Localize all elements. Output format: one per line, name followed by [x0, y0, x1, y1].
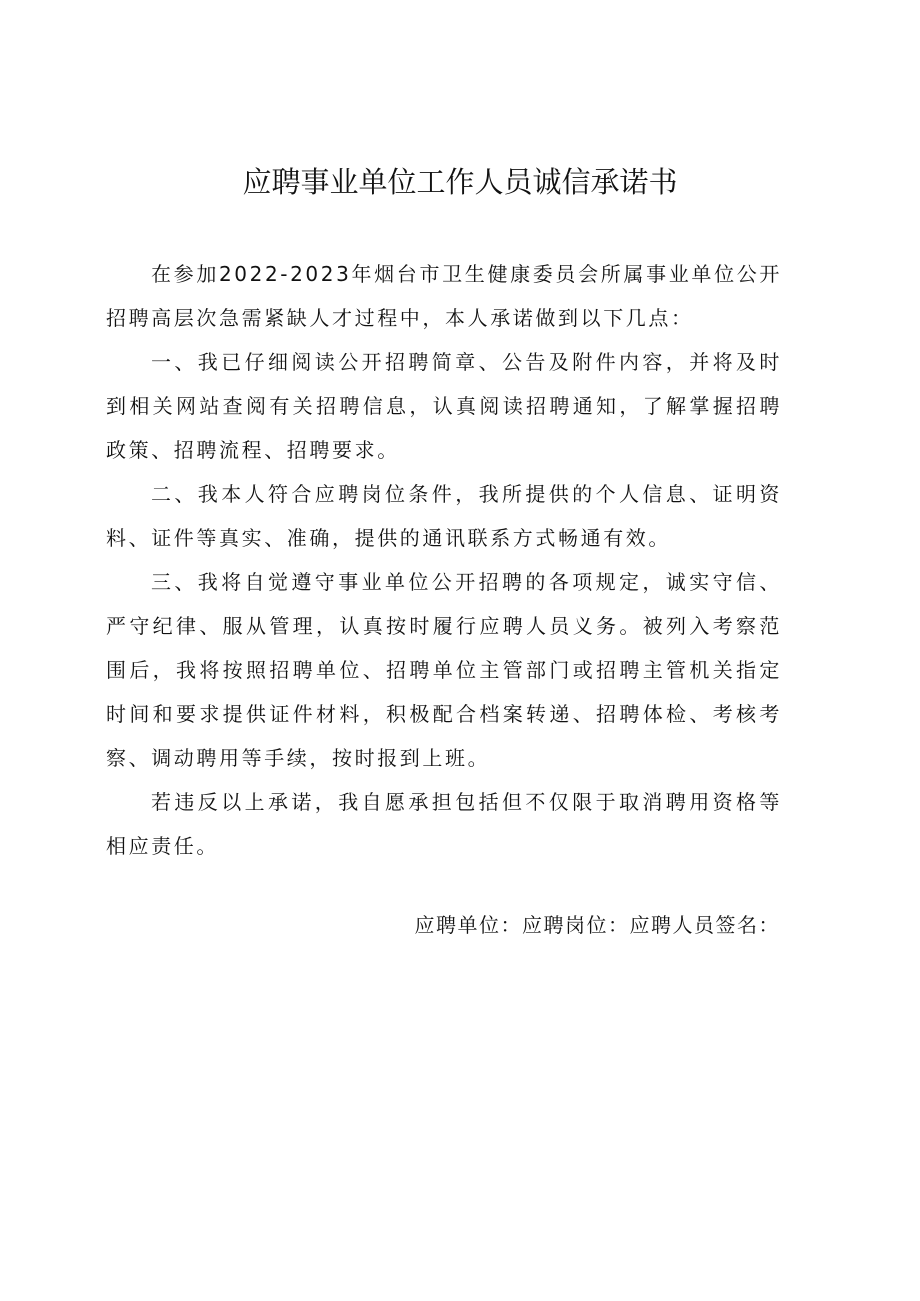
document-title: 应聘事业单位工作人员诚信承诺书 [242, 165, 678, 199]
paragraph-closing: 若违反以上承诺，我自愿承担包括但不仅限于取消聘用资格等相应责任。 [106, 790, 782, 858]
paragraph-item-1: 一、我已仔细阅读公开招聘简章、公告及附件内容，并将及时到相关网站查阅有关招聘信息，认真阅读招聘通知，了解掌握招聘政策、招聘流程、招聘要求。 [106, 350, 782, 462]
document-body [106, 252, 782, 868]
signature-line: 应聘单位：应聘岗位：应聘人员签名： [414, 913, 780, 937]
paragraph-intro: 在参加2022-2023年烟台市卫生健康委员会所属事业单位公开招聘高层次急需紧缺人才过程中，本人承诺做到以下几点： [106, 262, 782, 330]
paragraph-item-2: 二、我本人符合应聘岗位条件，我所提供的个人信息、证明资料、证件等真实、准确，提供的通讯联系方式畅通有效。 [106, 482, 782, 550]
paragraph-item-3: 三、我将自觉遵守事业单位公开招聘的各项规定，诚实守信、严守纪律、服从管理，认真按时履行应聘人员义务。被列入考察范围后，我将按照招聘单位、招聘单位主管部门或招聘主管机关指定时间和要求提供证件材料，积极配合档案转递、招聘体检、考核考察、调动聘用等手续，按时报到上班。 [106, 570, 782, 770]
